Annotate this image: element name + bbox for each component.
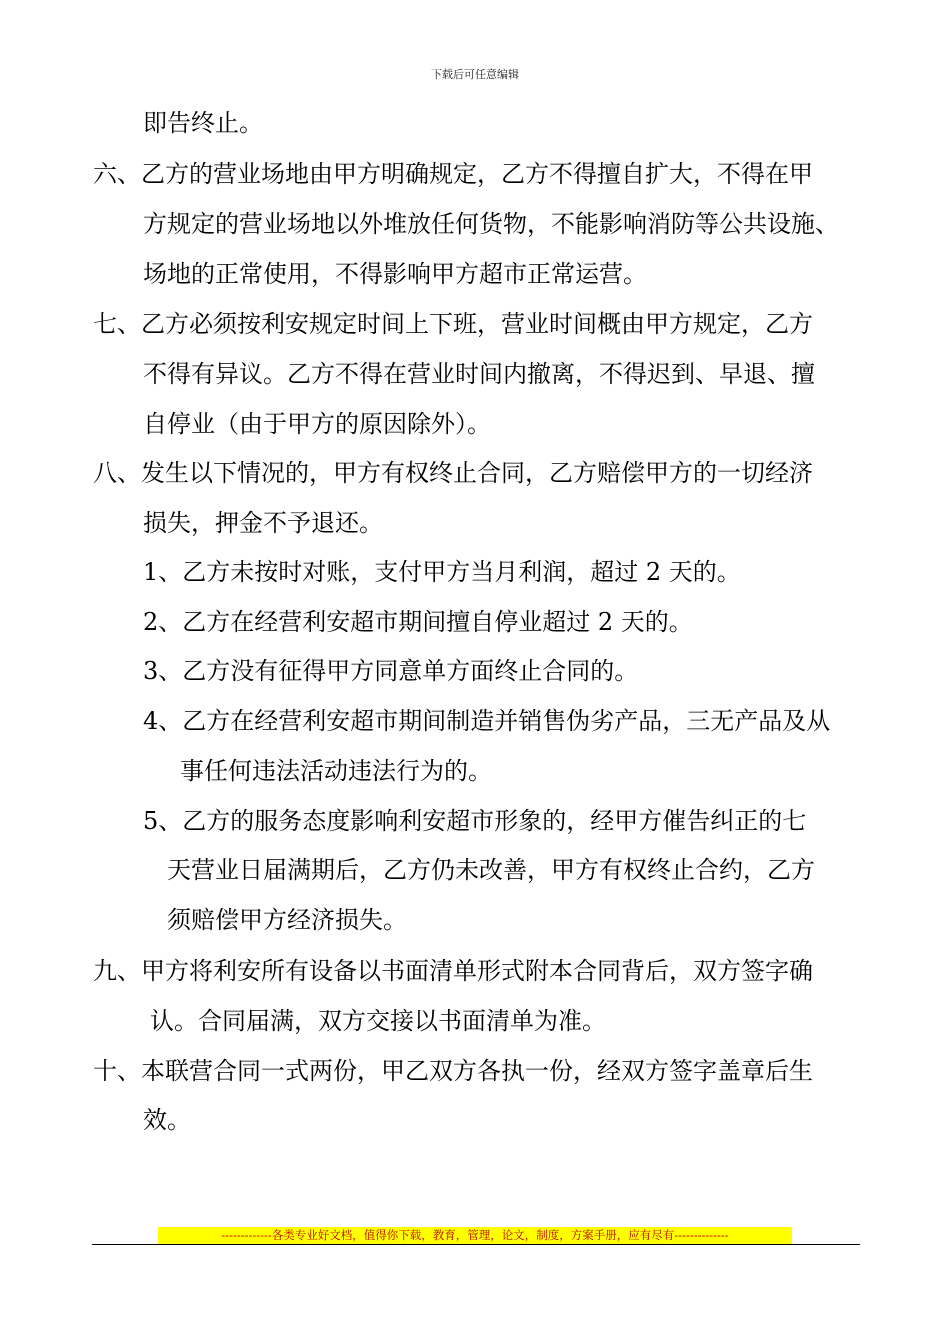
list-item-line: 天营业日届满期后，乙方仍未改善，甲方有权终止合约，乙方 <box>167 856 815 884</box>
list-item-line: 事任何违法活动违法行为的。 <box>180 757 492 785</box>
paragraph-line: 损失，押金不予退还。 <box>143 509 383 537</box>
paragraph-line: 认。合同届满，双方交接以书面清单为准。 <box>150 1007 606 1035</box>
list-item-line: 2、乙方在经营利安超市期间擅自停业超过 2 天的。 <box>143 608 693 636</box>
list-item-line: 3、乙方没有征得甲方同意单方面终止合同的。 <box>143 657 639 685</box>
paragraph-line: 场地的正常使用，不得影响甲方超市正常运营。 <box>143 260 647 288</box>
paragraph-line: 十、本联营合同一式两份，甲乙双方各执一份，经双方签字盖章后生 <box>93 1057 813 1085</box>
paragraph-line: 不得有异议。乙方不得在营业时间内撤离，不得迟到、早退、擅 <box>143 360 815 388</box>
paragraph-line: 自停业（由于甲方的原因除外）。 <box>143 410 491 438</box>
footer-banner: -------------各类专业好文档，值得你下载，教育，管理，论文，制度，方案手册，应有尽有-------------- <box>158 1227 792 1244</box>
paragraph-line: 六、乙方的营业场地由甲方明确规定，乙方不得擅自扩大，不得在甲 <box>93 160 813 188</box>
list-item-line: 4、乙方在经营利安超市期间制造并销售伪劣产品，三无产品及从 <box>143 707 831 735</box>
list-item-line: 5、乙方的服务态度影响利安超市形象的，经甲方催告纠正的七 <box>143 807 807 835</box>
footer-divider <box>92 1244 860 1245</box>
page-header-note: 下载后可任意编辑 <box>431 68 519 81</box>
paragraph-line: 即告终止。 <box>143 109 263 137</box>
paragraph-line: 九、甲方将利安所有设备以书面清单形式附本合同背后，双方签字确 <box>93 957 813 985</box>
list-item-line: 1、乙方未按时对账，支付甲方当月利润，超过 2 天的。 <box>143 558 741 586</box>
paragraph-line: 方规定的营业场地以外堆放任何货物，不能影响消防等公共设施、 <box>143 210 839 238</box>
paragraph-line: 效。 <box>143 1106 191 1134</box>
paragraph-line: 七、乙方必须按利安规定时间上下班，营业时间概由甲方规定，乙方 <box>93 310 813 338</box>
list-item-line: 须赔偿甲方经济损失。 <box>167 906 407 934</box>
paragraph-line: 八、发生以下情况的，甲方有权终止合同，乙方赔偿甲方的一切经济 <box>93 459 813 487</box>
